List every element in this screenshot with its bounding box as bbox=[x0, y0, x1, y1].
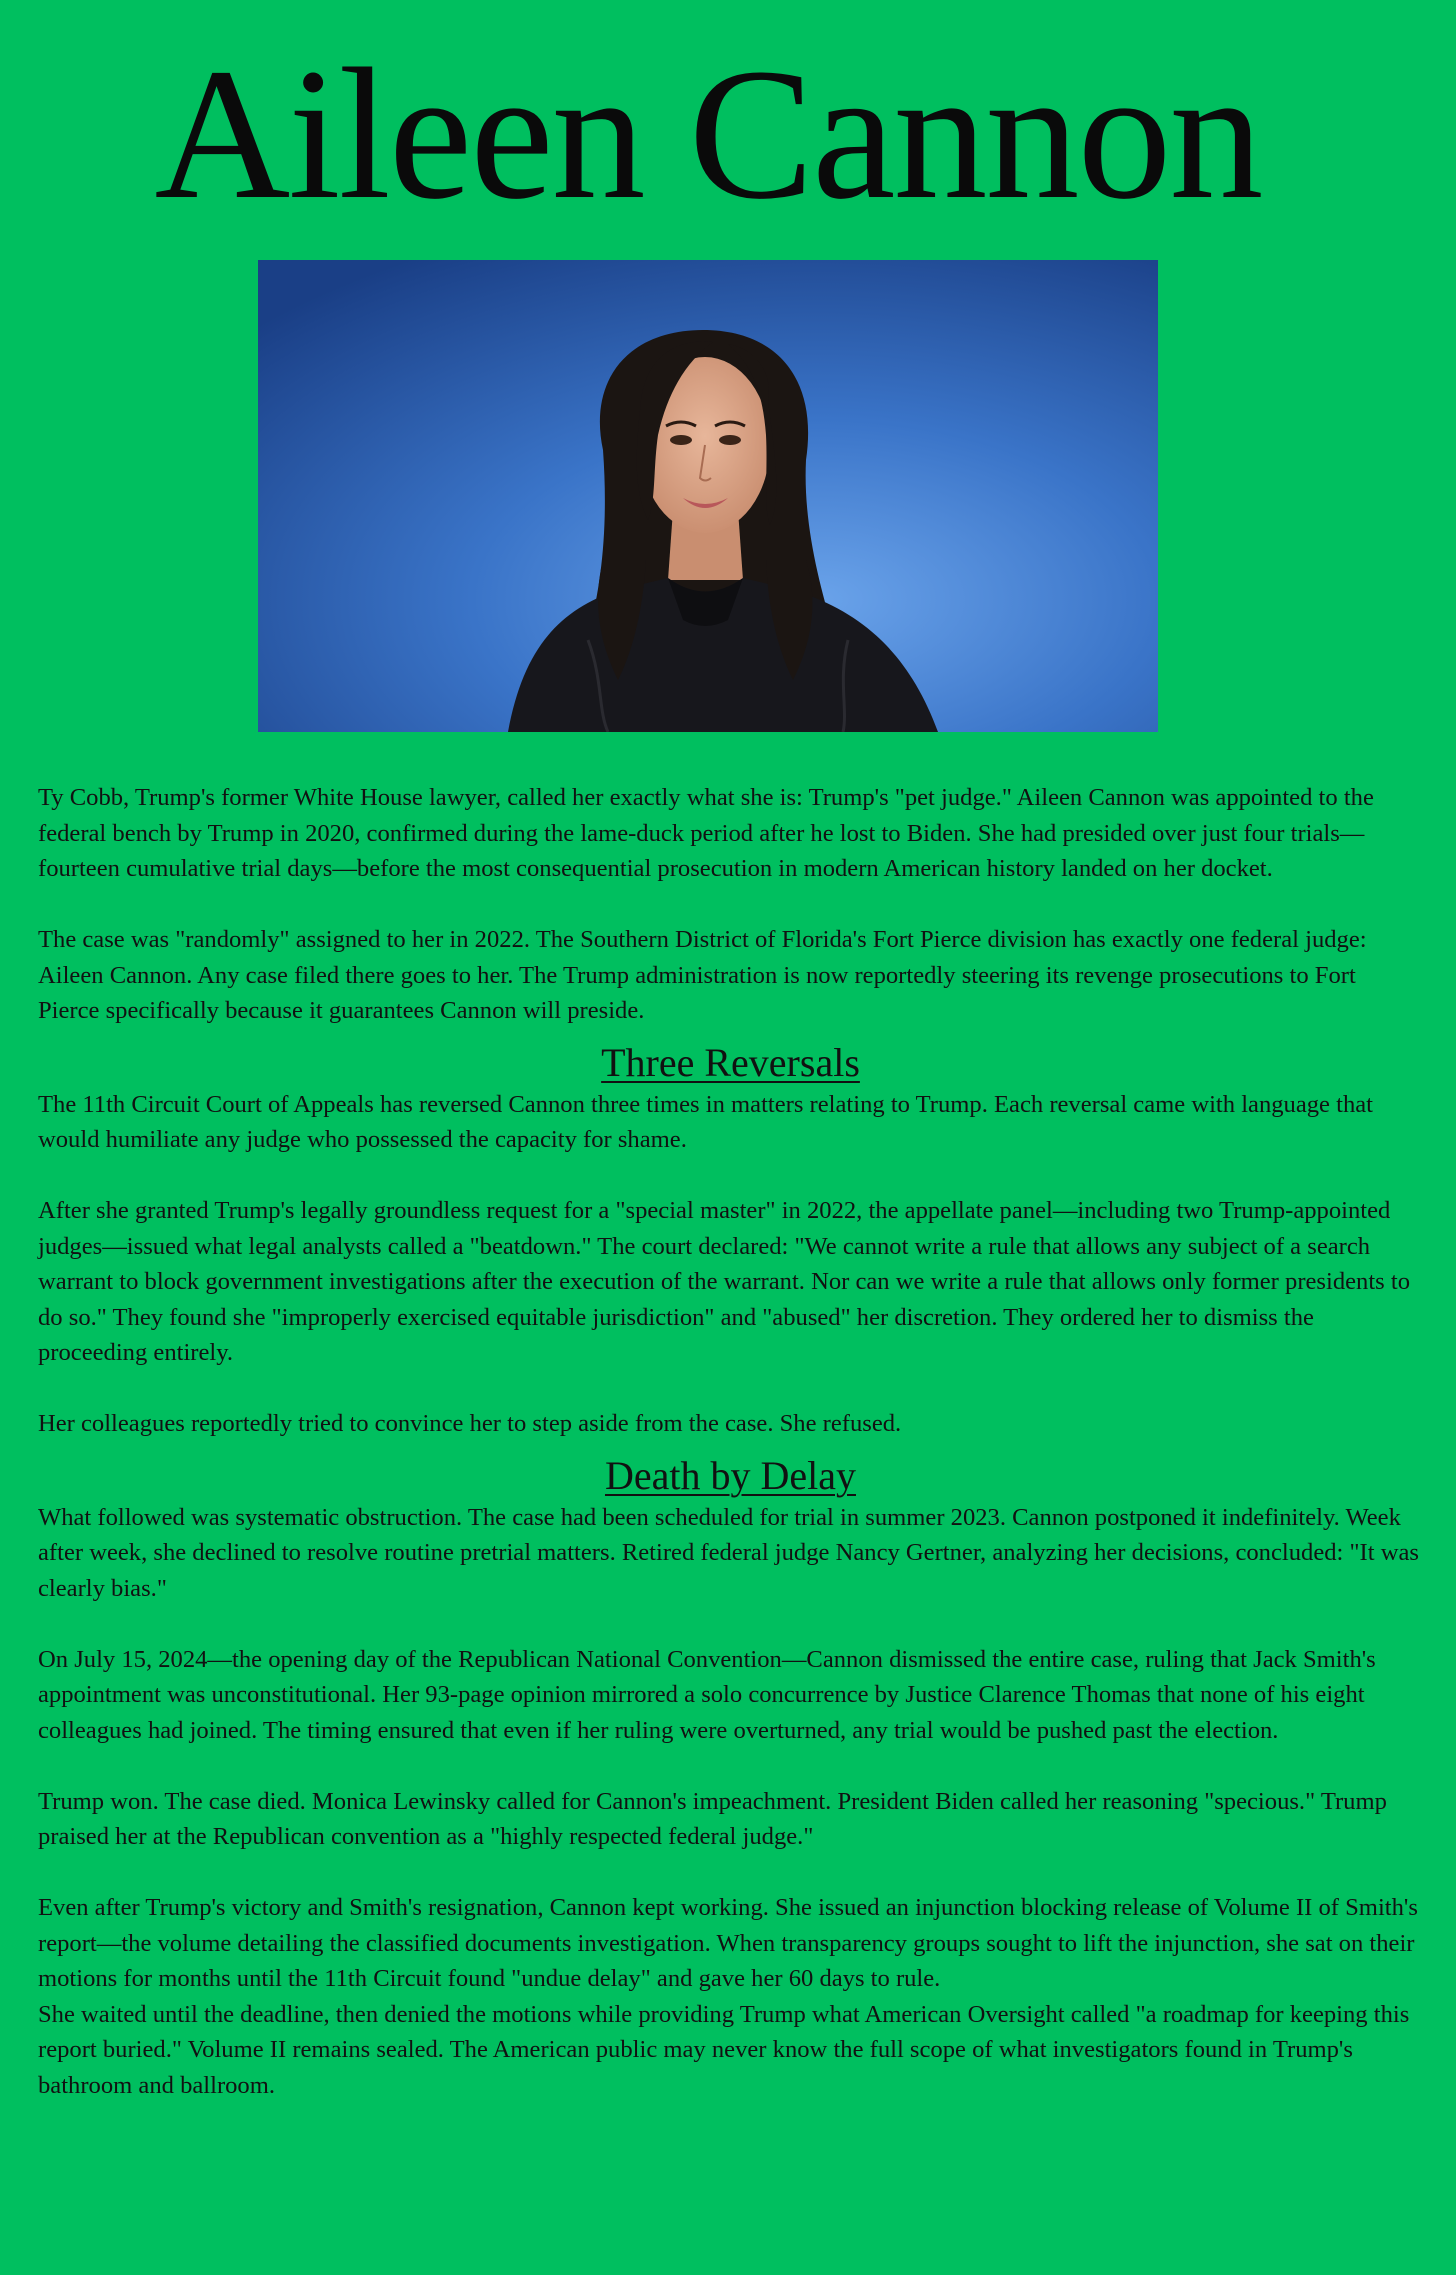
section-paragraph: The 11th Circuit Court of Appeals has reversed Cannon three times in matters relating to Trump. Each reversal came with language that would humiliate any judge who possessed the capacity for shame. bbox=[38, 1090, 1373, 1153]
section-paragraph: After she granted Trump's legally groundless request for a "special master" in 2022, the appellate panel—including two Trump-appointed judges—issued what legal analysts called a "beatdown." The court declared: "We cannot write a rule that allows any subject of a search warrant to block government investigations after the execution of the warrant. Nor can we write a rule that allows only former presidents to do so." They found she "improperly exercised equitable jurisdiction" and "abused" her discretion. They ordered her to dismiss the proceeding entirely. bbox=[38, 1197, 1411, 1366]
intro-paragraph: Ty Cobb, Trump's former White House lawyer, called her exactly what she is: Trump's "pet judge." Aileen Cannon was appointed to the federal bench by Trump in 2020, confirmed during the lame-duck period after he lost to Biden. She had presided over just four trials—fourteen cumulative trial days—before the most consequential prosecution in modern American history landed on her docket. bbox=[38, 784, 1374, 882]
section-heading-death-by-delay: Death by Delay bbox=[604, 1452, 856, 1498]
intro-paragraph: The case was "randomly" assigned to her in 2022. The Southern District of Florida's Fort Pierce division has exactly one federal judge: Aileen Cannon. Any case filed there goes to her. The Trump administration is now reportedly steering its revenge prosecutions to Fort Pierce specifically because it guarantees Cannon will preside. bbox=[38, 926, 1367, 1024]
section-paragraph: What followed was systematic obstruction. The case had been scheduled for trial in summer 2023. Cannon postponed it indefinitely. Week after week, she declined to resolve routine pretrial matters. Retired federal judge Nancy Gertner, analyzing her decisions, concluded: "It was clearly bias." bbox=[38, 1503, 1419, 1602]
portrait-photo bbox=[258, 260, 1158, 732]
section-paragraph: Even after Trump's victory and Smith's resignation, Cannon kept working. She issued an injunction blocking release of Volume II of Smith's report—the volume detailing the classified documents investigation. When transparency groups sought to lift the injunction, she sat on their motions for months until the 11th Circuit found "undue delay" and gave her 60 days to rule. bbox=[38, 1894, 1418, 1992]
section-paragraph: She waited until the deadline, then denied the motions while providing Trump what American Oversight called "a roadmap for keeping this report buried." Volume II remains sealed. The American public may never know the full scope of what investigators found in Trump's bathroom and ballroom. bbox=[38, 2000, 1410, 2099]
portrait-illustration bbox=[258, 260, 1158, 732]
section-paragraph: Trump won. The case died. Monica Lewinsky called for Cannon's impeachment. President Biden called her reasoning "specious." Trump praised her at the Republican convention as a "highly respected federal judge." bbox=[38, 1787, 1387, 1850]
section-heading-three-reversals: Three Reversals bbox=[601, 1039, 860, 1085]
section-paragraph: Her colleagues reportedly tried to convince her to step aside from the case. She refused. bbox=[38, 1410, 902, 1437]
page-title: Aileen Cannon bbox=[154, 29, 1262, 238]
article-body bbox=[38, 780, 1423, 2103]
section-paragraph: On July 15, 2024—the opening day of the Republican National Convention—Cannon dismissed the entire case, ruling that Jack Smith's appointment was unconstitutional. Her 93-page opinion mirrored a solo concurrence by Justice Clarence Thomas that none of his eight colleagues had joined. The timing ensured that even if her ruling were overturned, any trial would be pushed past the election. bbox=[38, 1645, 1376, 1744]
